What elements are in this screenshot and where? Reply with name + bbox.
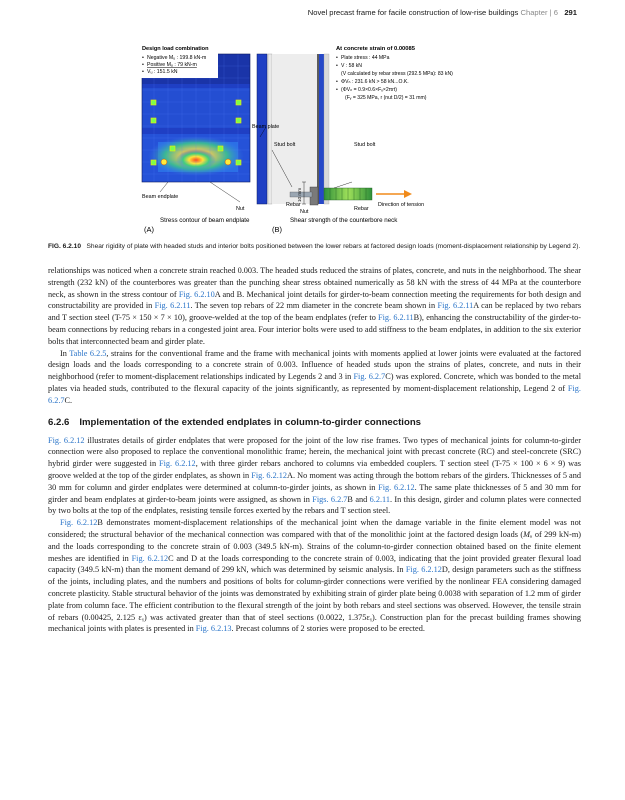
- legend-line-1: Negative Mᵤ : 199.8 kN-m: [147, 55, 207, 61]
- legend-bullet-icon: •: [142, 62, 144, 68]
- math-symbol: Mᵤ: [523, 529, 533, 539]
- figure-caption: [48, 242, 581, 251]
- legend-line-2: Positive Mᵤ : 79 kN-m: [147, 62, 197, 68]
- chapter-separator: |: [549, 8, 552, 17]
- running-header: [290, 8, 577, 22]
- label-rebar-1: Rebar: [286, 202, 301, 208]
- label-nut-a: Nut: [236, 206, 245, 212]
- fig-link[interactable]: Fig. 6.2.12: [48, 435, 85, 445]
- panel-b-line-6: (Fᵧ = 325 MPa, r (nut D/2) = 31 mm): [345, 95, 427, 101]
- fig-link[interactable]: Fig. 6.2.12: [378, 482, 415, 492]
- paragraph-1: [48, 265, 581, 348]
- fig-link[interactable]: Fig. 6.2.12: [159, 459, 196, 469]
- panel-b-line-3: (V calculated by rebar stress (292.5 MPa): 83 kN): [341, 71, 453, 77]
- text-run: B demonstrates moment-displacement relationships of the mechanical joint when the damage variable in the finite element model was not considered; the structural behavior of the mechanical connection was compared with that of the monolithic joint at the factored design loads (: [48, 518, 581, 539]
- text-run: . In this design, girder and column plates were connected by two bolts at the top of the endplates, resisting tensile forces exerted by the rebars and T section steel.: [48, 494, 581, 516]
- running-title: Novel precast frame for facile construction of low-rise buildings: [307, 8, 519, 17]
- body-text: [48, 265, 581, 635]
- fig-link[interactable]: Figs. 6.2.7: [312, 494, 348, 504]
- label-dimension: 10 mm: [297, 187, 302, 202]
- panel-a-caption: Stress contour of beam endplate: [160, 217, 250, 224]
- fig-link[interactable]: Fig. 6.2.12: [60, 518, 98, 528]
- label-rebar-2: Rebar: [354, 206, 369, 212]
- panel-a-tag: (A): [144, 225, 154, 234]
- section-heading: [48, 417, 581, 428]
- fig-link[interactable]: Fig. 6.2.11: [154, 301, 191, 311]
- label-stud-bolt-1: Stud bolt: [274, 142, 296, 148]
- panel-b-line-4: ΦVₙ : 231.6 kN > 58 kN...O.K.: [341, 79, 409, 85]
- paragraph-4: [48, 517, 581, 635]
- fig-link[interactable]: Fig. 6.2.7: [48, 383, 581, 405]
- legend-bullet-icon: •: [142, 69, 144, 75]
- chapter-label: Chapter: [520, 8, 548, 17]
- text-run: . The same plate thicknesses of 5 and 30 mm for girder and beam endplates at girder-to-beam joints were assigned, as shown in: [48, 482, 581, 504]
- arrow-head-icon: [404, 190, 412, 198]
- fig-link[interactable]: Fig. 6.2.10: [178, 289, 215, 299]
- legend-line-3: Vᵤ : 151.5 kN: [147, 69, 178, 75]
- text-run: , strains for the conventional frame and the frame with mechanical joints with moments applied at lower joints were evaluated at the factored design loads and the loads corresponding to a concrete strain of 0.003. Influence of headed studs upon the strains of plates, concrete, and nuts in their neighborhood (refer to moment-displacement relationships indicated by Legends 2 and 3 in: [48, 348, 581, 382]
- fig-link[interactable]: Fig. 6.2.12: [405, 565, 442, 575]
- text-run: illustrates details of girder endplates that were proposed for the joint of the low rise frames. Two types of mechanical joints for column-to-girder connection were also proposed to replace the conventional monolithic frame; herein, the mechanical joint with precast concrete (RC) and steel-concrete (SRC) hybrid girder were suggested in: [48, 435, 581, 469]
- label-stud-bolt-2: Stud bolt: [354, 142, 376, 148]
- fig-link[interactable]: Fig. 6.2.11: [437, 301, 474, 311]
- section-number: 6.2.6: [48, 416, 70, 428]
- panel-b-title: At concrete strain of 0.00085: [336, 46, 415, 52]
- label-nut-b: Nut: [300, 209, 309, 215]
- text-run: A. No moment was acting through the bottom rebars of the girders. Thicknesses of 5 and 30 mm for column and girder endplates were determined at column-to-girder joints, as shown in: [48, 470, 581, 492]
- figure-6-2-10: [140, 42, 510, 274]
- text-run: . The seven top rebars of 22 mm diameter in the concrete beam shown in: [190, 301, 438, 311]
- paragraph-2: [48, 348, 581, 407]
- label-beam-plate: Beam plate: [252, 124, 280, 130]
- text-run: B), enhancing the constructability of the girder-to-beam connections by reducing rebars in a congested joint area. Four interior bolts were used to add stiffness to the beam endplates, in addition to the six exterior bolts that interconnected beam and girder plate.: [48, 313, 581, 346]
- text-run: . Precast columns of 2 stories were proposed to be erected.: [231, 624, 425, 634]
- stud-bolt-leader-line-2: [334, 182, 352, 188]
- b-bullet-icon: •: [336, 55, 338, 61]
- b-bullet-icon: •: [336, 63, 338, 69]
- panel-b-line-5: (ΦVₙ = 0.9×0.6×Fᵧ×2πrt): [341, 87, 397, 93]
- text-run: , with three girder rebars anchored to columns via embedded couplers. T section steel (T-75 × 100 × 6 × 9) was groove welded at the top of the girder endplates, as shown in: [48, 459, 581, 480]
- label-direction-of-tension: Direction of tension: [378, 202, 425, 208]
- fig-link[interactable]: Fig. 6.2.7: [353, 372, 386, 382]
- figure-caption-label: FIG. 6.2.10: [48, 243, 81, 250]
- text-run: A and B. Mechanical joint details for girder-to-beam connection meeting the requirements for both design and constructability are provided in: [48, 289, 581, 311]
- label-beam-endplate: Beam endplate: [142, 194, 179, 200]
- b-bullet-icon: •: [336, 87, 338, 93]
- text-run: In: [60, 348, 70, 358]
- panel-b-tag: (B): [272, 225, 282, 234]
- endplate-leader-line: [160, 182, 168, 192]
- text-run: C.: [64, 395, 73, 405]
- text-run: of 299 kN-m) and the loads corresponding to the concrete strain of 0.003 (349.5 kN-m). Strains of the column-to-girder connection obtained based on the finite element meshes are identified in: [48, 529, 581, 563]
- legend-bullet-icon: •: [142, 55, 144, 61]
- fig-link[interactable]: Fig. 6.2.11: [378, 313, 414, 323]
- panel-b-line-2: V : 58 kN: [341, 63, 362, 69]
- panel-b-caption: Shear strength of the counterbore neck: [290, 217, 398, 224]
- page-number: 291: [564, 8, 577, 17]
- fig-link[interactable]: Fig. 6.2.12: [251, 470, 288, 480]
- text-run: B and: [347, 494, 370, 504]
- figure-caption-text: Shear rigidity of plate with headed studs and interior bolts positioned between the lower rebars at factored design loads (moment-displacement relationship by Legend 2).: [86, 243, 581, 250]
- text-run: A can be replaced by two rebars and T section steel (T-75 × 150 × 7 × 10), groove-welded at the top of the beam endplates (refer to: [48, 301, 582, 323]
- nut-leader-line: [210, 182, 240, 202]
- text-run: D, design parameters such as the stiffness of the joints, including plates, and the numbers and positions of bolts for column-girder connections were verified by the nonlinear FEA considering damaged concrete plasticity. Stable structural behavior of the joints was demonstrated by exhibiting strain of girder plate being 0.0038 with separation of 1.2 mm of girder plate from column face. The efficient contribution to the flexural strength of the joint by both rebars and steel sections was observed. However, the tensile strain of rebars (0.00425, 2.125 εᵧ) was activated greater than that of steel sections (0.0022, 1.375εᵧ). Construction plan for the precast building frames showing mechanical joints with plates is presented in: [48, 565, 582, 634]
- fig-link[interactable]: 6.2.11: [369, 494, 390, 504]
- text-run: C) was explored. Concrete, which was bonded to the metal plates via headed studs, contributed to the flexural capacity of the joints significantly, as represented by moment-displacement relationship, Legend 2 of: [48, 372, 582, 393]
- legend-title: Design load combination: [142, 46, 209, 52]
- fig-link[interactable]: Fig. 6.2.12: [131, 553, 169, 563]
- table-link[interactable]: Table 6.2.5: [69, 348, 107, 358]
- section-title: Implementation of the extended endplates in column-to-girder connections: [79, 416, 422, 428]
- panel-b-line-1: Plate stress : 44 MPa: [341, 55, 390, 61]
- b-bullet-icon: •: [336, 79, 338, 85]
- text-run: C and D at the loads corresponding to the concrete strain of 0.003, indicating that the joint provided greater flexural load capacity (349.5 kN-m) than the moment demand of 299 kN, which was determined by seismic analysis. In: [48, 553, 582, 575]
- paragraph-3: [48, 435, 581, 518]
- fig-link[interactable]: Fig. 6.2.13: [195, 624, 232, 634]
- text-run: relationships was noticed when a concrete strain reached 0.003. The headed studs reduced the strains of plates, concrete, and nuts in the neighborhood. The shear strength (232 kN) of the counterbores was greater than the punching shear stress obtained numerically as 58 kN with the stress of 44 MPa at the counterbore neck, as shown in the stress contour of: [48, 266, 581, 299]
- chapter-number: 6: [553, 8, 558, 17]
